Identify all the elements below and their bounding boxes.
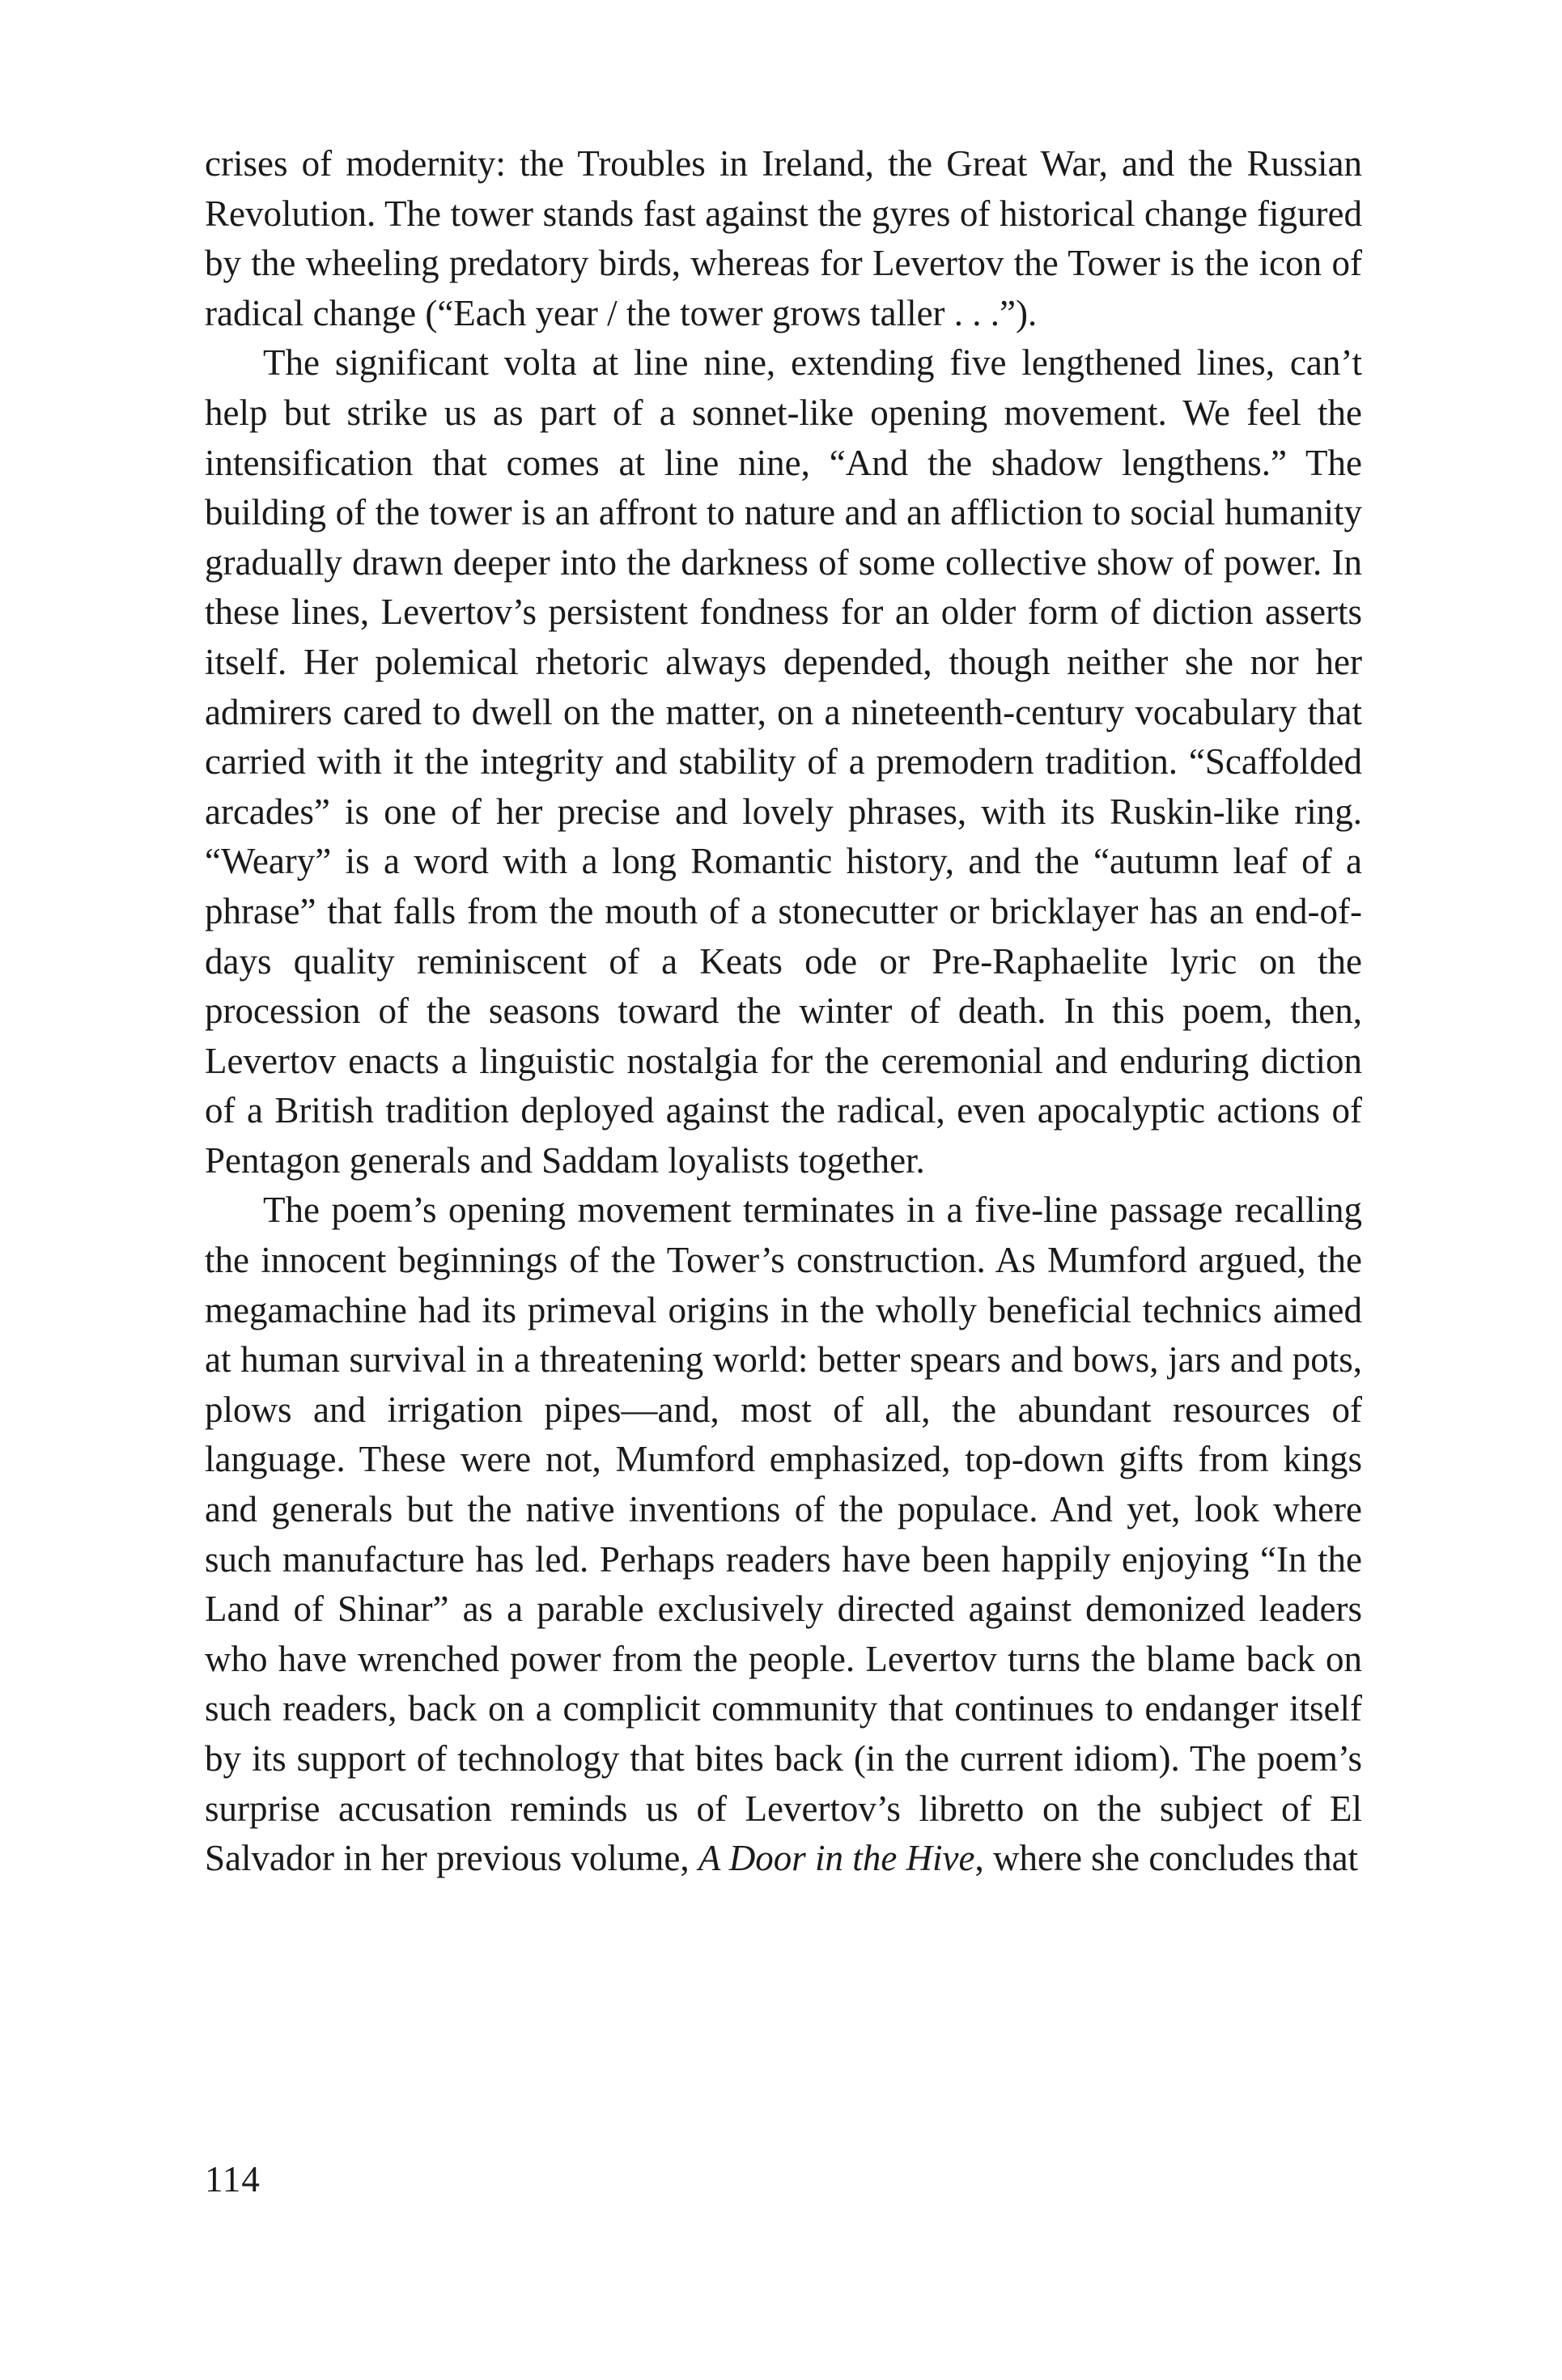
page-number: 114 [205, 2159, 261, 2200]
paragraph-3 [205, 1186, 1362, 1883]
paragraph-2: The significant volta at line nine, extending five lengthened lines, can’t help but strike us as part of a sonnet-like opening movement. We feel the intensification that comes at line nine, “And the shadow lengthens.” The building of the tower is an affront to nature and an affliction to social humanity gradually drawn deeper into the darkness of some collective show of power. In these lines, Levertov’s persistent fondness for an older form of diction asserts itself. Her polemical rhetoric always depended, though neither she nor her admirers cared to dwell on the matter, on a nineteenth-century vocabulary that carried with it the integrity and stability of a premodern tradition. “Scaffolded arcades” is one of her precise and lovely phrases, with its Ruskin-like ring. “Weary” is a word with a long Romantic history, and the “autumn leaf of a phrase” that falls from the mouth of a stonecutter or bricklayer has an end-of-days quality reminiscent of a Keats ode or Pre-Raphaelite lyric on the procession of the seasons toward the winter of death. In this poem, then, Levertov enacts a linguistic nostalgia for the ceremonial and enduring diction of a British tradition deployed against the radical, even apocalyptic actions of Pentagon generals and Saddam loyalists together. [205, 342, 1362, 1181]
body-text [205, 139, 1362, 1884]
paragraph-3-tail: , where she concludes that [974, 1838, 1359, 1879]
paragraph-1: crises of modernity: the Troubles in Ireland, the Great War, and the Russian Revolution. The tower stands fast against the gyres of historical change figured by the wheeling predatory birds, whereas for Levertov the Tower is the icon of radical change (“Each year / the tower grows taller . . .”). [205, 143, 1362, 333]
paragraph-3-text: The poem’s opening movement terminates in a five-line passage recalling the innocent beginnings of the Tower’s construction. As Mumford argued, the megamachine had its primeval origins in the wholly beneficial technics aimed at human survival in a threatening world: better spears and bows, jars and pots, plows and irrigation pipes—and, most of all, the abundant resources of language. These were not, Mumford emphasized, top-down gifts from kings and generals but the native inventions of the populace. And yet, look where such manufacture has led. Perhaps readers have been happily enjoying “In the Land of Shinar” as a parable exclusively directed against demonized leaders who have wrenched power from the people. Levertov turns the blame back on such readers, back on a complicit community that continues to endanger itself by its support of technology that bites back (in the current idiom). The poem’s surprise accusation reminds us of Levertov’s libretto on the subject of El Salvador in her previous volume, [205, 1190, 1362, 1879]
book-title: A Door in the Hive [698, 1838, 975, 1879]
